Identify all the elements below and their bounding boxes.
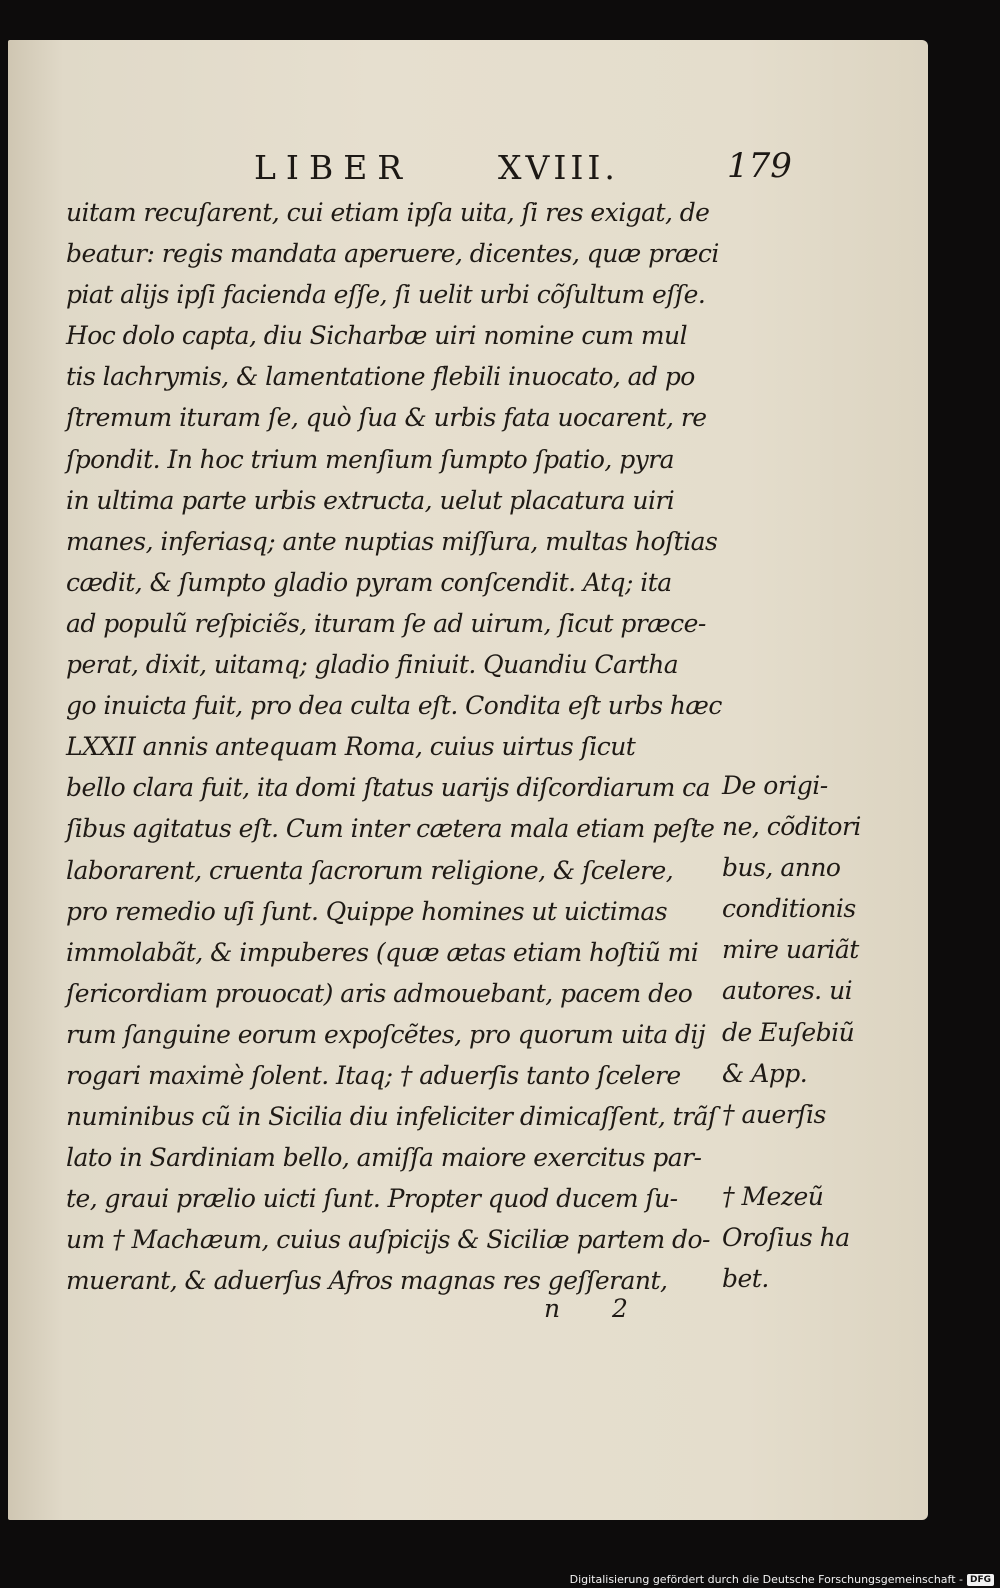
text-line: in ultima parte urbis extructa, uelut placatura uiri	[66, 485, 675, 515]
text-line: beatur: regis mandata aperuere, dicentes, quæ præci	[66, 239, 719, 269]
margin-note-line	[722, 1135, 892, 1176]
marginal-notes	[722, 765, 892, 1299]
text-line: manes, inferiasq; ante nuptias miſſura, multas hoſtias	[66, 526, 718, 556]
text-line: rum ſanguine eorum expoſcẽtes, pro quorum uita dij	[66, 1019, 706, 1049]
text-line: uitam recuſarent, cui etiam ipſa uita, ſi res exigat, de	[66, 198, 710, 227]
text-line: Hoc dolo capta, diu Sicharbæ uiri nomine cum mul	[66, 321, 688, 351]
text-line: pro remedio uſi ſunt. Quippe homines ut uictimas	[66, 896, 668, 926]
margin-note-line: bet.	[722, 1264, 769, 1294]
margin-note-line: mire uariãt	[722, 935, 859, 965]
text-line: ſtremum ituram ſe, quò ſua & urbis fata uocarent, re	[66, 403, 707, 433]
margin-note-line: Oroſius ha	[722, 1223, 850, 1253]
margin-note-line: conditionis	[722, 894, 856, 924]
digitization-footer	[570, 1573, 994, 1586]
margin-note-line: bus, anno	[722, 853, 841, 883]
text-line: tis lachrymis, & lamentatione flebili inuocato, ad po	[66, 362, 695, 392]
text-line: cædit, & ſumpto gladio pyram conſcendit. Atq; ita	[66, 567, 672, 597]
margin-note-line: ne, cõditori	[722, 812, 861, 842]
text-line: um † Machæum, cuius auſpicijs & Siciliæ partem do-	[66, 1225, 710, 1255]
text-line: ſibus agitatus eſt. Cum inter cætera mala etiam peſte	[66, 814, 715, 844]
text-line: bello clara fuit, ita domi ſtatus uarijs diſcordiarum ca	[66, 773, 710, 803]
text-line: ad populũ reſpiciẽs, ituram ſe ad uirum, ſicut præce-	[66, 608, 706, 638]
text-line: lato in Sardiniam bello, amiſſa maiore exercitus par-	[66, 1143, 702, 1173]
text-line: muerant, & aduerſus Afros magnas res geſſerant,	[66, 1266, 668, 1296]
printer-signature: n 2	[544, 1294, 650, 1323]
header-book-number: XVIII.	[498, 148, 619, 187]
text-line: ſericordiam prouocat) aris admouebant, pacem deo	[66, 978, 693, 1008]
text-line: immolabãt, & impuberes (quæ ætas etiam hoſtiũ mi	[66, 937, 699, 967]
text-line: ſpondit. In hoc trium menſium ſumpto ſpatio, pyra	[66, 444, 675, 474]
text-line: numinibus cũ in Sicilia diu infeliciter dimicaſſent, trãſ	[66, 1102, 717, 1132]
footer-credit: Digitalisierung gefördert durch die Deutsche Forschungsgemeinschaft -	[569, 1573, 963, 1586]
margin-note-line: † Mezeũ	[722, 1181, 824, 1211]
margin-note-line: de Euſebiũ	[722, 1017, 855, 1047]
margin-note-line: autores. ui	[722, 976, 853, 1006]
text-line: te, graui prælio uicti ſunt. Propter quod ducem ſu-	[66, 1184, 678, 1214]
dfg-logo: DFG	[967, 1574, 994, 1586]
text-line: go inuicta fuit, pro dea culta eſt. Condita eſt urbs hæc	[66, 691, 722, 721]
text-line: laborarent, cruenta ſacrorum religione, & ſcelere,	[66, 855, 674, 885]
text-line: perat, dixit, uitamq; gladio finiuit. Quandiu Cartha	[66, 650, 679, 680]
margin-note-line: † auerſis	[722, 1099, 826, 1129]
margin-note-line: & App.	[722, 1058, 808, 1088]
text-line: LXXII annis antequam Roma, cuius uirtus ſicut	[66, 732, 636, 762]
running-header	[0, 148, 1000, 188]
header-book-label: LIBER	[254, 148, 413, 187]
text-line: rogari maximè ſolent. Itaq; † aduerſis tanto ſcelere	[66, 1060, 681, 1090]
page-number: 179	[727, 146, 792, 186]
text-line: piat alijs ipſi facienda eſſe, ſi uelit urbi cõſultum eſſe.	[66, 280, 706, 310]
margin-note-line: De origi-	[722, 771, 828, 800]
main-text-block	[66, 192, 726, 1302]
